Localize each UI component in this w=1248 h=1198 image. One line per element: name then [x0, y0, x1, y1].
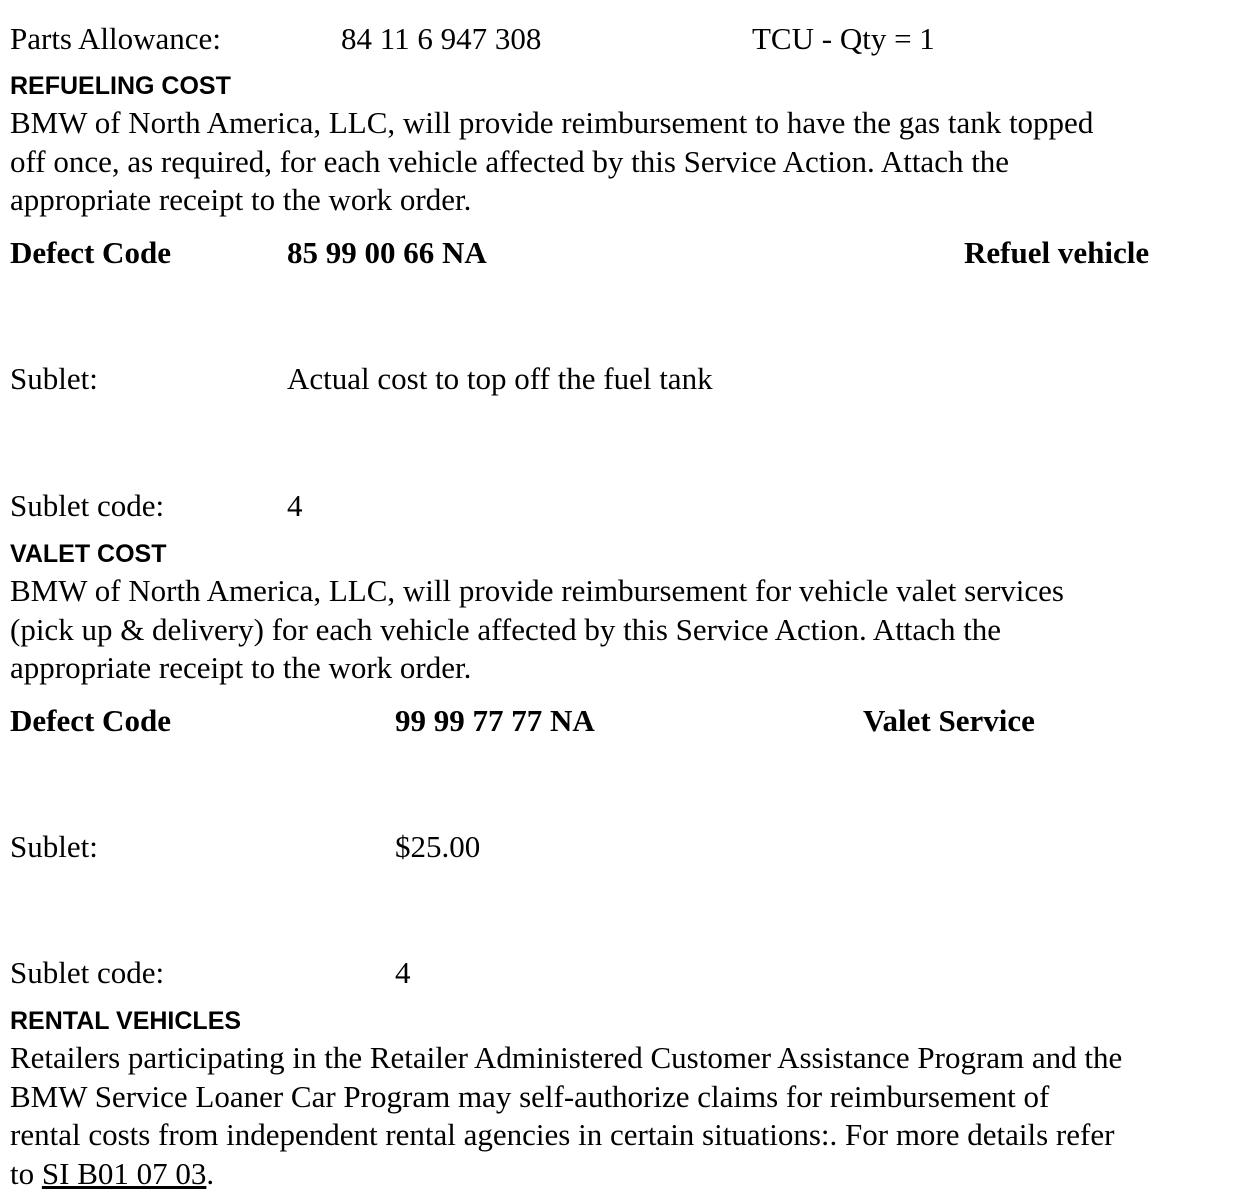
refueling-sublet-value: Actual cost to top off the fuel tank [287, 361, 713, 396]
refueling-sublet-label: Sublet: [10, 361, 98, 396]
rental-last-suffix: . [206, 1155, 215, 1191]
valet-sublet-code-label: Sublet code: [10, 955, 165, 990]
valet-sublet-code-value: 4 [395, 955, 411, 990]
valet-line: BMW of North America, LLC, will provide reimbursement for vehicle valet services [10, 573, 1064, 608]
rental-line: BMW Service Loaner Car Program may self-authorize claims for reimbursement of [10, 1078, 1050, 1114]
valet-defect-code: 99 99 77 77 NA [395, 703, 595, 738]
refueling-line: appropriate receipt to the work order. [10, 182, 472, 217]
refueling-line: off once, as required, for each vehicle affected by this Service Action. Attach the [10, 143, 1010, 179]
parts-allowance-label: Parts Allowance: [10, 21, 221, 56]
refueling-sublet-code-label: Sublet code: [10, 488, 165, 523]
rental-heading: RENTAL VEHICLES [10, 1007, 242, 1035]
refueling-defect-label: Defect Code [10, 235, 171, 270]
valet-sublet-label: Sublet: [10, 829, 98, 864]
valet-line: appropriate receipt to the work order. [10, 650, 472, 685]
rental-paragraph [10, 1039, 1122, 1193]
parts-qty: TCU - Qty = 1 [752, 21, 935, 56]
rental-last-line [10, 1155, 1122, 1194]
rental-last-prefix: to [10, 1155, 42, 1191]
refueling-paragraph [10, 104, 1093, 220]
valet-sublet-value: $25.00 [395, 829, 481, 864]
refueling-defect-code: 85 99 00 66 NA [287, 235, 487, 270]
parts-number: 84 11 6 947 308 [341, 21, 542, 56]
refueling-line: BMW of North America, LLC, will provide reimbursement to have the gas tank topped [10, 105, 1094, 140]
refueling-heading: REFUELING COST [10, 72, 231, 100]
valet-paragraph [10, 572, 1064, 688]
valet-defect-desc: Valet Service [863, 703, 1035, 738]
valet-defect-label: Defect Code [10, 703, 171, 738]
valet-heading: VALET COST [10, 540, 167, 568]
refueling-defect-desc: Refuel vehicle [964, 235, 1150, 270]
rental-line: Retailers participating in the Retailer Administered Customer Assistance Program and the [10, 1040, 1123, 1075]
refueling-sublet-code-value: 4 [287, 488, 303, 523]
rental-line: rental costs from independent rental agencies in certain situations:. For more details refer [10, 1117, 1115, 1152]
valet-line: (pick up & delivery) for each vehicle affected by this Service Action. Attach the [10, 611, 1002, 647]
si-reference-link[interactable]: SI B01 07 03 [41, 1155, 207, 1191]
